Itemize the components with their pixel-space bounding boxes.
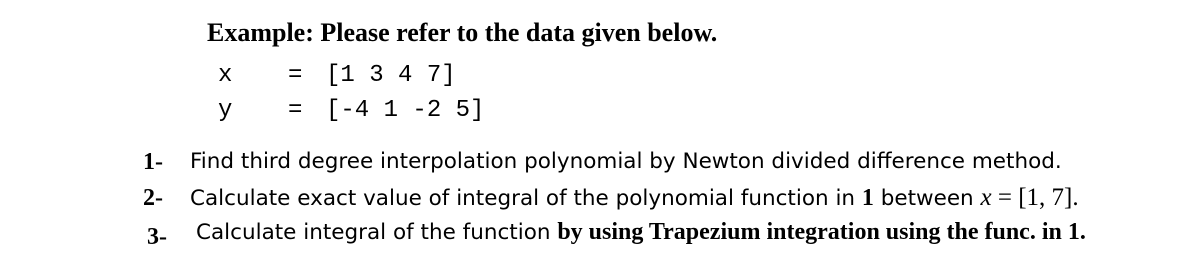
task-2-text xyxy=(190,184,1079,212)
task-3-text xyxy=(196,219,1086,246)
example-title: Example: Please refer to the data given below. xyxy=(207,18,718,47)
x-variable-label: x xyxy=(218,62,233,89)
y-values: [-4 1 -2 5] xyxy=(326,97,485,124)
task-2-math-interval: = [1, 7]. xyxy=(991,184,1079,211)
task-2-text-before: Calculate exact value of integral of the polynomial function in xyxy=(190,186,862,211)
x-values: [1 3 4 7] xyxy=(326,62,456,89)
task-2-text-mid: between xyxy=(873,186,981,211)
task-3-number: 3- xyxy=(147,224,167,250)
task-2-math xyxy=(981,184,1079,211)
x-equals-sign: = xyxy=(288,62,303,89)
task-1-number: 1- xyxy=(143,149,163,175)
task-2-inline-number: 1 xyxy=(861,185,874,211)
task-1-text: Find third degree interpolation polynomial by Newton divided difference method. xyxy=(190,149,1062,174)
task-3-text-regular: Calculate integral of the function xyxy=(196,220,558,245)
task-2-math-variable: x xyxy=(980,184,992,211)
y-variable-label: y xyxy=(218,97,233,124)
y-equals-sign: = xyxy=(288,97,303,124)
task-2-number: 2- xyxy=(143,185,163,211)
task-3-text-bold: by using Trapezium integration using the func. in 1. xyxy=(557,219,1086,245)
